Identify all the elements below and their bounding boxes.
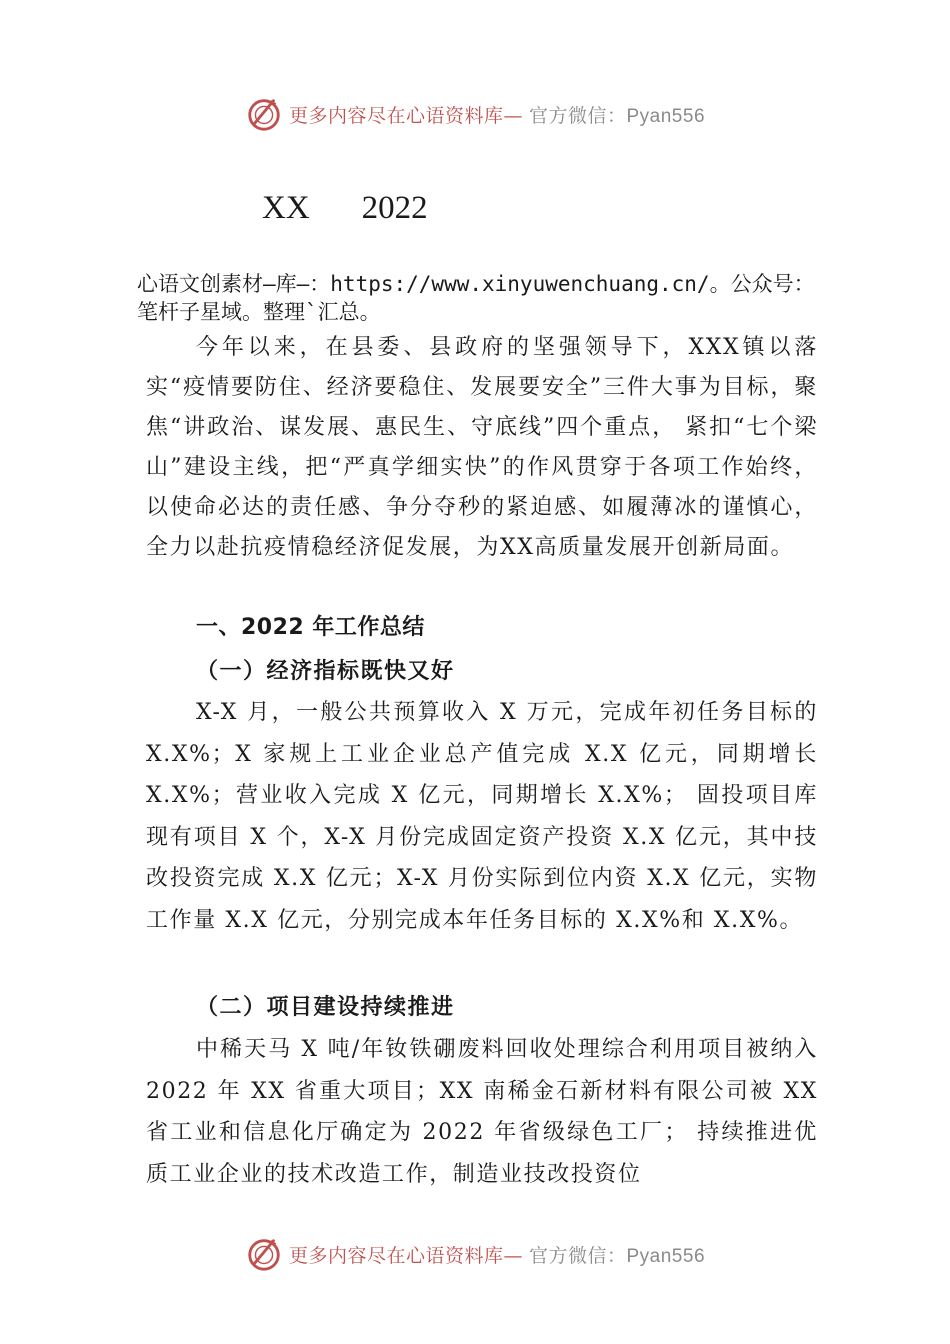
seal-logo-icon (245, 95, 283, 133)
subsection-heading-economy: （一）经济指标既快又好 (196, 658, 455, 684)
banner-wechat-text: 官方微信：Pyan556 (529, 1245, 706, 1267)
banner-main-text: 更多内容尽在心语资料库— (288, 104, 523, 127)
footer-watermark-banner (0, 1232, 950, 1276)
header-watermark-banner (0, 92, 950, 136)
page-title (262, 190, 428, 227)
intro-paragraph: 今年以来，在县委、县政府的坚强领导下，XXX镇以落实“疫情要防住、经济要稳住、发展要安全”三件大事为目标，聚焦“讲政治、谋发展、惠民生、守底线”四个重点， 紧扣“七个梁山”建设主线，把“严真学细实快”的作风贯穿于各项工作始终，以使命必达的责任感、争分夺秒的紧迫感、如履薄冰的谨慎心，全力以赴抗疫情稳经济促发展，为XX高质量发展开创新局面。 (146, 335, 818, 560)
economy-paragraph: X-X 月，一般公共预算收入 X 万元，完成年初任务目标的 X.X%；X 家规上工业企业总产值完成 X.X 亿元，同期增长 X.X%；营业收入完成 X 亿元，同期增长 X.X%； 固投项目库现有项目 X 个，X-X 月份完成固定资产投资 X.X 亿元，其中技改投资完成 X.X 亿元；X-X 月份实际到位内资 X.X 亿元，实物工作量 X.X 亿元，分别完成本年任务目标的 X.X%和 X.X%。 (146, 700, 818, 933)
subsection-heading-projects: （二）项目建设持续推进 (196, 994, 455, 1020)
banner-main-text: 更多内容尽在心语资料库— (288, 1244, 523, 1267)
title-right: 2022 (361, 190, 428, 226)
seal-logo-icon (245, 1235, 283, 1273)
source-note: 心语文创素材—库—：https://www.xinyuwenchuang.cn/。公众号：笔杆子星域。整理`汇总。 (137, 272, 815, 324)
banner-wechat-text: 官方微信：Pyan556 (529, 105, 706, 127)
title-left: XX (262, 190, 310, 226)
section-heading: 一、2022 年工作总结 (196, 615, 425, 640)
projects-paragraph: 中稀天马 X 吨/年钕铁硼废料回收处理综合利用项目被纳入 2022 年 XX 省重大项目；XX 南稀金石新材料有限公司被 XX 省工业和信息化厅确定为 2022 年省级绿色工厂； 持续推进优质工业企业的技术改造工作，制造业技改投资位 (146, 1037, 818, 1187)
